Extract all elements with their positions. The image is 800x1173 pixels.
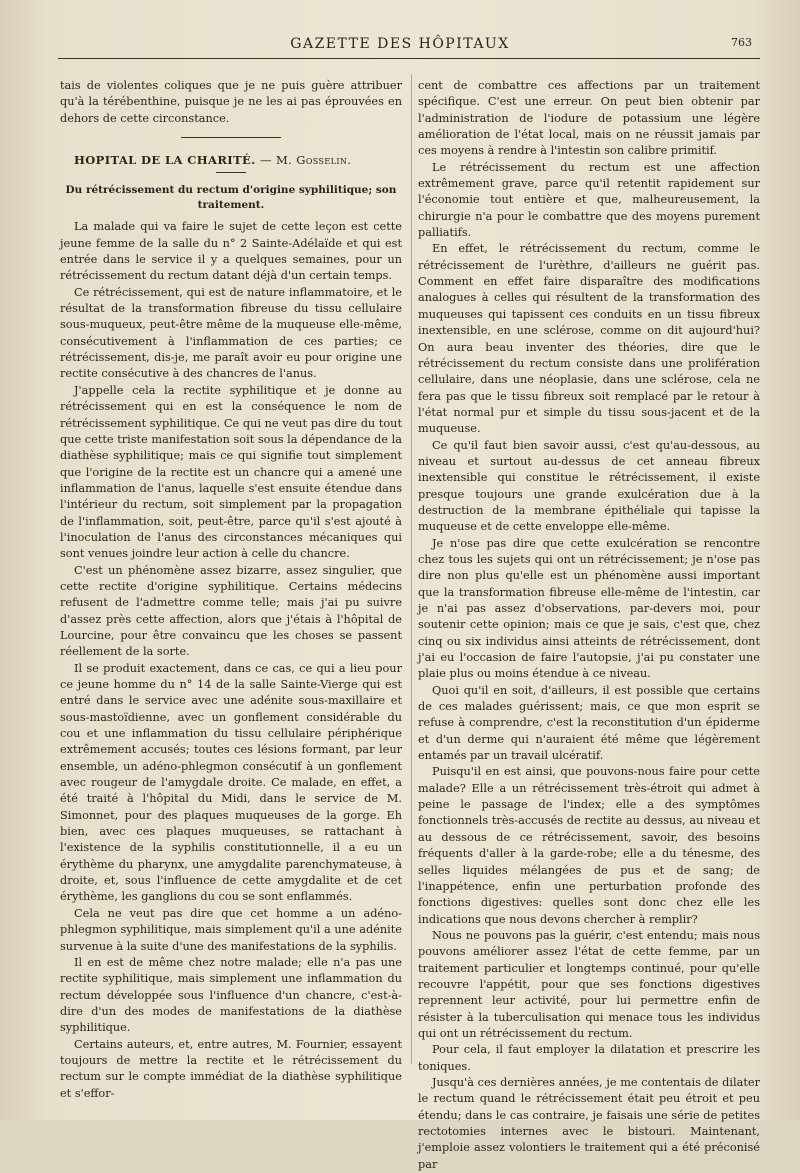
paragraph: Puisqu'il en est ainsi, que pouvons-nous faire pour cette malade? Elle a un rétrécissement très-étroit qui admet à peine le passage de l'index; elle a des symptômes fonctionnels très-accusés de rectite au dessus, au niveau et au dessous de ce rétrécissement, savoir, des besoins fréquents d'aller à la garde-robe; elle a du ténesme, des selles liquides mélangées de pus et de sang; de l'inappétence, enfin une perturbation profonde des fonctions digestives: quelles sont donc chez elle les indications que nous devons chercher à remplir?	[418, 765, 760, 926]
article-subtitle: Du rétrécissement du rectum d'origine syphilitique; son traitement.	[65, 184, 397, 212]
paragraph: Je n'ose pas dire que cette exulcération se rencontre chez tous les sujets qui ont un rétrécissement; je n'ose pas dire non plus qu'elle est un phénomène aussi important que la transformation fibreuse elle-même de l'intestin, car je n'ai pas assez d'observations, par-devers moi, pour soutenir cette opinion; mais ce que je sais, c'est que, chez cinq ou six individus ainsi atteints de rétrécissement, dont j'ai eu l'occasion de faire l'autopsie, j'ai pu constater une plaie plus ou moins étendue à ce niveau.	[418, 536, 760, 681]
paragraph: Nous ne pouvons pas la guérir, c'est entendu; mais nous pouvons améliorer assez l'état de cette femme, par un traitement particulier et longtemps continué, pour qu'elle recouvre l'appétit, pour que ses fonctions digestives reprennent leur activité, pour lui permettre enfin de résister à la tuberculisation qui menace tous les individus qui ont un rétrécissement du rectum.	[418, 928, 760, 1040]
section-separator	[181, 137, 281, 138]
paragraph: Certains auteurs, et, entre autres, M. Fournier, essayent toujours de mettre la rectite et le rétrécissement du rectum sur le compte immédiat de la diathèse syphilitique et s'effor-	[60, 1037, 402, 1100]
paragraph: En effet, le rétrécissement du rectum, comme le rétrécissement de l'urèthre, d'ailleurs ne guérit pas. Comment en effet faire disparaître des modifications analogues à celles qui résultent de la transformation des muqueuses qui tapissent ces conduits en un tissu fibreux inextensible, en une sclérose, comme on dit aujourd'hui? On aura beau inventer des théories, dire que le rétrécissement du rectum consiste dans une prolifération cellulaire, dans une néoplasie, dans une sclérose, cela ne fera pas que le tissu fibreux soit remplacé par le retour à l'état normal pur et simple du tissu sous-jacent et de la muqueuse.	[418, 242, 760, 436]
paragraph: Quoi qu'il en soit, d'ailleurs, il est possible que certains de ces malades guérissent; mais, ce que mon esprit se refuse à comprendre, c'est la reconstitution d'un épiderme et d'un derme qui n'auraient été même que légèrement entamés par un travail ulcératif.	[418, 683, 760, 763]
paragraph: Jusqu'à ces dernières années, je me contentais de dilater le rectum quand le rétrécissement était peu étroit et peu étendu; dans le cas contraire, je faisais une série de petites rectotomies internes avec le bistouri. Maintenant, j'emploie assez volontiers le traitement qui a été préconisé par	[418, 1075, 760, 1171]
author-name: — M. Gosselin.	[260, 153, 352, 168]
hospital-name: HOPITAL DE LA CHARITÉ.	[74, 153, 256, 168]
right-column	[418, 78, 760, 1173]
left-column	[60, 78, 402, 1102]
hospital-heading	[60, 152, 402, 168]
journal-title: GAZETTE DES HÔPITAUX	[290, 36, 510, 52]
paragraph: Cela ne veut pas dire que cet homme a un adéno-phlegmon syphilitique, mais simplement qu'il a une adénite survenue à la suite d'une des manifestations de la syphilis.	[60, 906, 402, 953]
paragraph: Pour cela, il faut employer la dilatation et prescrire les toniques.	[418, 1043, 760, 1073]
paragraph: Ce rétrécissement, qui est de nature inflammatoire, et le résultat de la transformation fibreuse du tissu cellulaire sous-muqueux, peut-être même de la muqueuse elle-même, consécutivement à l'inflammation de ces parties; ce rétrécissement, dis-je, me paraît avoir eu pour origine une rectite consécutive à des chancres de l'anus.	[60, 285, 402, 381]
heading-rule	[216, 172, 246, 173]
intro-paragraph: tais de violentes coliques que je ne puis guère attribuer qu'à la térébenthine, puisque je ne les ai pas éprouvées en dehors de cette circonstance.	[60, 79, 402, 125]
page-number: 763	[731, 36, 752, 49]
paragraph: La malade qui va faire le sujet de cette leçon est cette jeune femme de la salle du n° 2 Sainte-Adélaïde et qui est entrée dans le service il y a quelques semaines, pour un rétrécissement du rectum datant déjà d'un certain temps.	[60, 220, 402, 283]
paragraph: Il en est de même chez notre malade; elle n'a pas une rectite syphilitique, mais simplement une inflammation du rectum développée sous l'influence d'un chancre, c'est-à-dire d'un des modes de manifestations de la diathèse syphilitique.	[60, 955, 402, 1035]
paragraph: Ce qu'il faut bien savoir aussi, c'est qu'au-dessous, au niveau et surtout au-dessus de cet anneau fibreux inextensible qui constitue le rétrécissement, il existe presque toujours une grande exulcération due à la destruction de la membrane épithéliale qui tapisse la muqueuse et de cette enveloppe elle-même.	[418, 438, 760, 534]
paragraph: Le rétrécissement du rectum est une affection extrêmement grave, parce qu'il retentit rapidement sur l'économie tout entière et que, malheureusement, la chirurgie n'a pour le combattre que des moyens purement palliatifs.	[418, 160, 760, 240]
paragraph: cent de combattre ces affections par un traitement spécifique. C'est une erreur. On peut bien obtenir par l'administration de l'iodure de potassium une légère amélioration de l'état local, mais on ne réussit jamais par ces moyens à rendre à l'intestin son calibre primitif.	[418, 79, 760, 158]
header-rule	[58, 58, 760, 59]
page-header	[0, 32, 800, 62]
paragraph: Il se produit exactement, dans ce cas, ce qui a lieu pour ce jeune homme du n° 14 de la salle Sainte-Vierge qui est entré dans le service avec une adénite sous-maxillaire et sous-mastoïdienne, avec un gonflement considérable du cou et une inflammation du tissu cellulaire périphérique extrêmement accusés; toutes ces lésions formant, par leur ensemble, un adéno-phlegmon consécutif à un gonflement avec rougeur de l'amygdale droite. Ce malade, en effet, a été traité à l'hôpital du Midi, dans le service de M. Simonnet, pour des plaques muqueuses de la gorge. Eh bien, avec ces plaques muqueuses, se rattachant à l'existence de la syphilis constitutionnelle, il a eu un érythème du pharynx, une amygdalite parenchymateuse, à droite, et, sous l'influence de cette amygdalite et de cet érythème, les ganglions du cou se sont enflammés.	[60, 661, 402, 904]
column-divider	[411, 74, 412, 1064]
paragraph: C'est un phénomène assez bizarre, assez singulier, que cette rectite d'origine syphilitique. Certains médecins refusent de l'admettre comme telle; mais j'ai pu suivre d'assez près cette affection, alors que j'étais à l'hôpital de Lourcine, pour être convaincu que les choses se passent réellement de la sorte.	[60, 563, 402, 659]
paragraph: J'appelle cela la rectite syphilitique et je donne au rétrécissement qui en est la conséquence le nom de rétrécissement syphilitique. Ce qui ne veut pas dire du tout que cette triste manifestation soit sous la dépendance de la diathèse syphilitique; mais ce qui signifie tout simplement que l'origine de la rectite est un chancre qui a amené une inflammation de l'anus, laquelle s'est ensuite étendue dans l'intérieur du rectum, soit simplement par la propagation de l'inflammation, soit, peut-être, parce qu'il s'est ajouté à l'inoculation de l'anus des circonstances mécaniques qui sont venues joindre leur action à celle du chancre.	[60, 383, 402, 561]
